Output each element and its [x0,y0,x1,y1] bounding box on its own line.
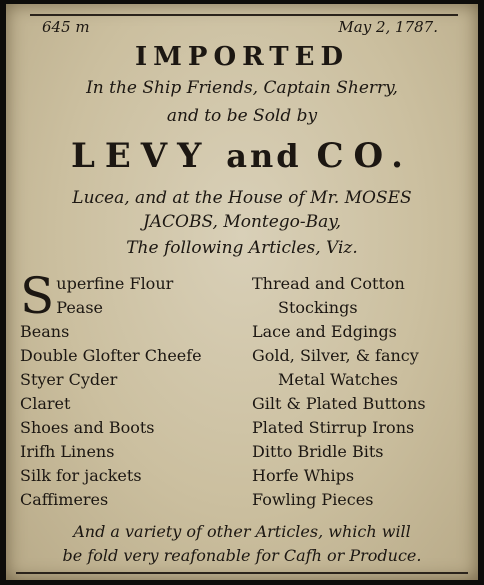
issue-number: 645 m [42,18,90,36]
list-item-label: Gold, Silver, & fancy [252,346,419,365]
list-item-label: Pease [56,298,103,317]
ship-line: In the Ship Friends, Captain Sherry, [86,78,398,98]
list-item [252,344,472,368]
list-item-label: Stockings [278,298,358,317]
closing-note [20,520,464,568]
list-item [252,416,472,440]
closing-note-line-2: be fold very reafonable for Cafh or Produce. [62,546,422,565]
list-item-label: Beans [20,322,70,341]
list-item-label: Claret [20,394,71,413]
list-item-label: Lace and Edgings [252,322,397,341]
list-item-label: Fowling Pieces [252,490,374,509]
list-item [252,368,472,392]
list-item [20,368,240,392]
list-item [20,488,240,512]
list-item-label: Styer Cyder [20,370,118,389]
firm-name-co: CO. [316,136,414,176]
list-item-label: uperfine Flour [56,274,174,293]
newspaper-advertisement [6,4,478,580]
list-item-label: Metal Watches [278,370,398,389]
list-item [20,416,240,440]
list-item-label: Gilt & Plated Buttons [252,394,426,413]
list-item-label: Caffimeres [20,490,109,509]
list-item-label: Double Glofter Cheefe [20,346,202,365]
list-item [20,464,240,488]
list-item [252,272,472,296]
list-item-label: Horfe Whips [252,466,355,485]
list-item [252,392,472,416]
address-line-1: Lucea, and at the House of Mr. MOSES [72,188,412,208]
bottom-rule [16,572,468,574]
list-item [252,464,472,488]
closing-note-line-1: And a variety of other Articles, which will [73,522,411,541]
sold-line: and to be Sold by [166,106,318,126]
top-rule [30,14,458,16]
list-item [252,320,472,344]
firm-name-and: and [226,137,302,175]
list-item [252,440,472,464]
firm-name [6,136,478,176]
list-item-label: Plated Stirrup Irons [252,418,415,437]
list-item [20,440,240,464]
right-articles-column [252,272,472,512]
issue-date: May 2, 1787. [338,18,438,36]
list-item [20,392,240,416]
list-item [252,296,472,320]
list-item-label: Silk for jackets [20,466,142,485]
list-item [20,320,240,344]
list-item-label: Ditto Bridle Bits [252,442,384,461]
headline: IMPORTED [134,42,349,72]
firm-name-levy: LEVY [70,136,212,176]
left-articles-column [20,267,240,512]
list-item [252,488,472,512]
list-item [20,344,240,368]
articles-intro: The following Articles, Viz. [126,238,358,258]
dateline [42,18,438,36]
drop-cap: S [20,267,55,325]
list-item-label: Thread and Cotton [252,274,405,293]
address-line-2: JACOBS, Montego-Bay, [142,212,342,232]
list-item-label: Irifh Linens [20,442,115,461]
list-item-label: Shoes and Boots [20,418,155,437]
